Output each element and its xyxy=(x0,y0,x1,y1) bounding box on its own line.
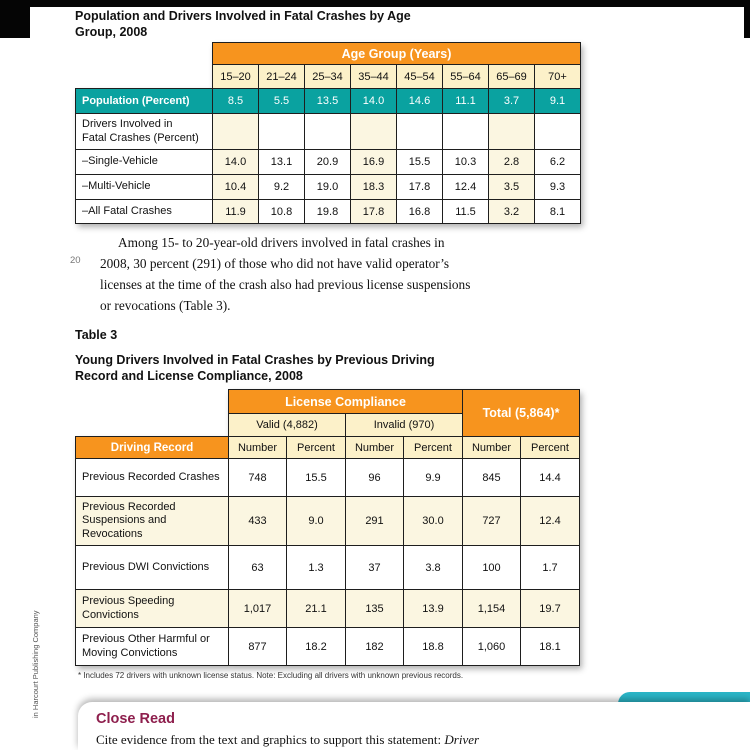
page-edge-left xyxy=(0,0,30,38)
close-read-panel xyxy=(78,702,750,750)
table-cell: 21.1 xyxy=(287,590,346,628)
table-cell: 9.9 xyxy=(404,459,463,497)
table-cell: 9.0 xyxy=(287,497,346,546)
table-cell: 17.8 xyxy=(351,200,397,224)
row-label: –Single-Vehicle xyxy=(76,150,213,175)
table-corner-blank xyxy=(76,43,213,89)
table-cell: 20.9 xyxy=(305,150,351,175)
table-cell: 135 xyxy=(346,590,404,628)
close-read-text-italic: Driver xyxy=(444,732,480,747)
table-corner-blank xyxy=(76,390,229,437)
table-cell xyxy=(443,114,489,150)
table-cell: 3.2 xyxy=(489,200,535,224)
table-cell: 13.5 xyxy=(305,89,351,114)
table-cell: 12.4 xyxy=(443,175,489,200)
age-col-header: 35–44 xyxy=(351,65,397,89)
age-col-header: 45–54 xyxy=(397,65,443,89)
table-cell: 727 xyxy=(463,497,521,546)
close-read-heading: Close Read xyxy=(96,711,175,727)
table-cell: 19.8 xyxy=(305,200,351,224)
table-cell: 291 xyxy=(346,497,404,546)
table-cell: 1,154 xyxy=(463,590,521,628)
table-cell: 11.1 xyxy=(443,89,489,114)
row-label: Previous Speeding Convictions xyxy=(76,590,229,628)
valid-header: Valid (4,882) xyxy=(229,414,346,437)
age-group-header: Age Group (Years) xyxy=(213,43,581,65)
passage-line-number: 20 xyxy=(70,255,81,266)
table3-caption-line2: Record and License Compliance, 2008 xyxy=(75,369,303,383)
table-cell xyxy=(259,114,305,150)
table-cell: 845 xyxy=(463,459,521,497)
column-header: Percent xyxy=(404,437,463,459)
table-cell: 18.1 xyxy=(521,628,580,666)
table-cell: 1,060 xyxy=(463,628,521,666)
table-footnote: * Includes 72 drivers with unknown license status. Note: Excluding all drivers with unknown previous records. xyxy=(78,671,464,680)
table-cell: 10.3 xyxy=(443,150,489,175)
column-header: Percent xyxy=(521,437,580,459)
age-col-header: 55–64 xyxy=(443,65,489,89)
table-cell: 14.6 xyxy=(397,89,443,114)
table-cell: 30.0 xyxy=(404,497,463,546)
age-col-header: 15–20 xyxy=(213,65,259,89)
table-cell: 16.8 xyxy=(397,200,443,224)
row-label: –Multi-Vehicle xyxy=(76,175,213,200)
table-cell: 63 xyxy=(229,546,287,590)
table-cell xyxy=(489,114,535,150)
age-col-header: 21–24 xyxy=(259,65,305,89)
row-label: –All Fatal Crashes xyxy=(76,200,213,224)
row-label: Previous Recorded Crashes xyxy=(76,459,229,497)
table-cell: 14.0 xyxy=(351,89,397,114)
table-cell xyxy=(397,114,443,150)
table-cell: 182 xyxy=(346,628,404,666)
table-cell: 8.5 xyxy=(213,89,259,114)
table-cell xyxy=(351,114,397,150)
column-header: Number xyxy=(346,437,404,459)
table-cell: 14.4 xyxy=(521,459,580,497)
table-cell: 1,017 xyxy=(229,590,287,628)
table-cell: 19.7 xyxy=(521,590,580,628)
population-row-label: Population (Percent) xyxy=(76,89,213,114)
table-cell: 9.3 xyxy=(535,175,581,200)
passage-line: licenses at the time of the crash also had previous license suspensions xyxy=(100,277,471,292)
license-compliance-header: License Compliance xyxy=(229,390,463,414)
table-cell: 96 xyxy=(346,459,404,497)
table-cell: 14.0 xyxy=(213,150,259,175)
page-edge-right xyxy=(744,0,750,38)
age-col-header: 25–34 xyxy=(305,65,351,89)
passage-line: Among 15- to 20-year-old drivers involved in fatal crashes in xyxy=(118,235,445,250)
table-cell: 6.2 xyxy=(535,150,581,175)
table-cell: 3.7 xyxy=(489,89,535,114)
table-cell: 11.5 xyxy=(443,200,489,224)
passage-line: 2008, 30 percent (291) of those who did not have valid operator’s xyxy=(100,256,450,271)
table-cell: 13.9 xyxy=(404,590,463,628)
table-cell xyxy=(535,114,581,150)
drivers-involved-label xyxy=(76,114,213,150)
table3-caption xyxy=(75,352,435,384)
table-cell: 2.8 xyxy=(489,150,535,175)
passage-line: or revocations (Table 3). xyxy=(100,298,231,313)
table-cell: 433 xyxy=(229,497,287,546)
driving-record-table xyxy=(75,389,580,666)
table3-caption-line1: Young Drivers Involved in Fatal Crashes by Previous Driving xyxy=(75,353,435,367)
drivers-involved-label-line2: Fatal Crashes (Percent) xyxy=(82,131,199,144)
column-header: Number xyxy=(463,437,521,459)
table-cell: 1.7 xyxy=(521,546,580,590)
table-cell: 8.1 xyxy=(535,200,581,224)
table-cell: 1.3 xyxy=(287,546,346,590)
row-label: Previous DWI Convictions xyxy=(76,546,229,590)
table-cell: 748 xyxy=(229,459,287,497)
table-cell: 12.4 xyxy=(521,497,580,546)
table-cell: 18.3 xyxy=(351,175,397,200)
table-cell xyxy=(213,114,259,150)
table-cell: 10.8 xyxy=(259,200,305,224)
column-header: Number xyxy=(229,437,287,459)
table-cell: 100 xyxy=(463,546,521,590)
invalid-header: Invalid (970) xyxy=(346,414,463,437)
table2-caption-line2: Group, 2008 xyxy=(75,25,148,39)
passage-paragraph xyxy=(100,232,500,316)
row-label: Previous Recorded Suspensions and Revocations xyxy=(76,497,229,546)
age-group-table xyxy=(75,42,581,224)
table-cell: 877 xyxy=(229,628,287,666)
table-cell: 37 xyxy=(346,546,404,590)
table-cell: 5.5 xyxy=(259,89,305,114)
total-header: Total (5,864)* xyxy=(463,390,580,437)
close-read-text xyxy=(78,727,750,748)
table-cell: 15.5 xyxy=(287,459,346,497)
age-col-header: 70+ xyxy=(535,65,581,89)
table-cell: 18.8 xyxy=(404,628,463,666)
table-cell: 3.5 xyxy=(489,175,535,200)
table-cell: 11.9 xyxy=(213,200,259,224)
table-cell: 18.2 xyxy=(287,628,346,666)
page-edge-top xyxy=(0,0,750,7)
table-cell: 3.8 xyxy=(404,546,463,590)
table-cell: 9.2 xyxy=(259,175,305,200)
column-header: Percent xyxy=(287,437,346,459)
table-cell: 13.1 xyxy=(259,150,305,175)
table-cell: 10.4 xyxy=(213,175,259,200)
table2-caption xyxy=(75,8,411,40)
table2-caption-line1: Population and Drivers Involved in Fatal Crashes by Age xyxy=(75,9,411,23)
driving-record-header: Driving Record xyxy=(76,437,229,459)
table-cell xyxy=(305,114,351,150)
drivers-involved-label-line1: Drivers Involved in xyxy=(82,118,173,130)
table-cell: 9.1 xyxy=(535,89,581,114)
row-label: Previous Other Harmful or Moving Convictions xyxy=(76,628,229,666)
table3-heading: Table 3 xyxy=(75,328,118,342)
copyright-vertical-text: in Harcourt Publishing Company xyxy=(31,610,40,718)
table-cell: 16.9 xyxy=(351,150,397,175)
table-cell: 17.8 xyxy=(397,175,443,200)
table-cell: 15.5 xyxy=(397,150,443,175)
close-read-text-prefix: Cite evidence from the text and graphics to support this statement: xyxy=(96,732,445,747)
table-cell: 19.0 xyxy=(305,175,351,200)
age-col-header: 65–69 xyxy=(489,65,535,89)
